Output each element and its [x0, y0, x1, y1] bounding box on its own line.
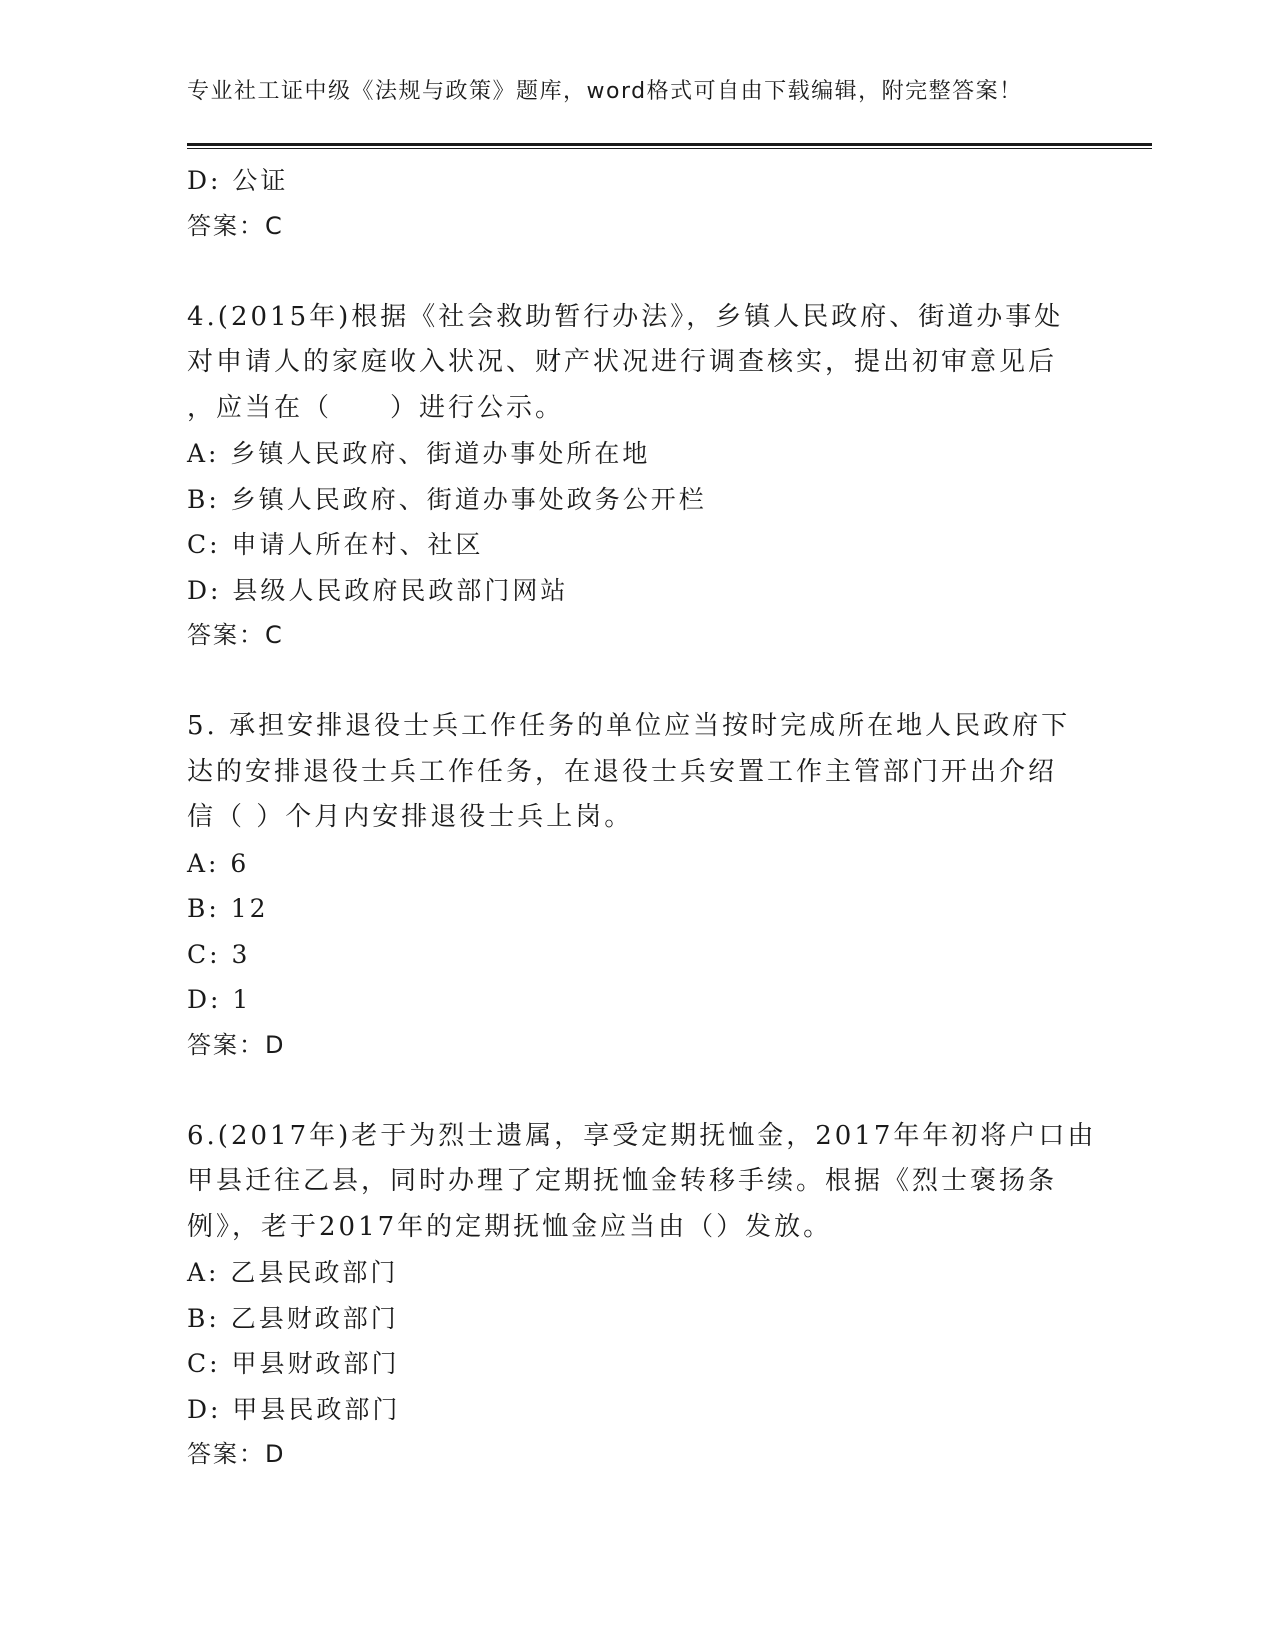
option-a: A: 乡镇人民政府、街道办事处所在地	[187, 439, 651, 468]
question-block	[187, 704, 1077, 1068]
question-text-line: 甲县迁往乙县，同时办理了定期抚恤金转移手续。根据《烈士褒扬条	[187, 1166, 1058, 1196]
question-text-line: 6.(2017年)老于为烈士遗属，享受定期抚恤金，2017年年初将户口由	[187, 1120, 1097, 1151]
question-text-line: 例》，老于2017年的定期抚恤金应当由（）发放。	[187, 1211, 833, 1242]
answer: 答案：C	[187, 621, 284, 649]
question-text-line: 信（ ）个月内安排退役士兵上岗。	[187, 802, 634, 832]
question-content	[187, 158, 1097, 1478]
option-a: A: 6	[187, 848, 250, 878]
question-text-line: 5. 承担安排退役士兵工作任务的单位应当按时完成所在地人民政府下	[187, 711, 1071, 741]
question-block	[187, 1114, 1097, 1478]
option-b: B: 12	[187, 894, 269, 923]
option-d: D: 县级人民政府民政部门网站	[187, 575, 569, 605]
answer: 答案：C	[187, 211, 284, 240]
spacer	[187, 249, 1077, 295]
header-divider-thin	[187, 148, 1152, 149]
option-c: C: 申请人所在村、社区	[187, 530, 484, 559]
option-b: B: 乡镇人民政府、街道办事处政务公开栏	[187, 484, 707, 514]
header-divider	[187, 143, 1152, 146]
spacer	[187, 659, 1077, 705]
option-d: D: 公证	[187, 166, 289, 195]
option-b: B: 乙县财政部门	[187, 1303, 399, 1333]
option-c: C: 甲县财政部门	[187, 1349, 400, 1378]
option-d: D: 甲县民政部门	[187, 1394, 401, 1424]
question-text-line: 对申请人的家庭收入状况、财产状况进行调查核实，提出初审意见后	[187, 347, 1058, 377]
question-text-line: ，应当在（ ）进行公示。	[187, 392, 565, 423]
option-c: C: 3	[187, 939, 251, 969]
question-text-line: 达的安排退役士兵工作任务，在退役士兵安置工作主管部门开出介绍	[187, 756, 1058, 787]
spacer	[187, 1068, 1077, 1114]
question-text-line: 4.(2015年)根据《社会救助暂行办法》，乡镇人民政府、街道办事处	[187, 301, 1064, 332]
answer: 答案：D	[187, 1030, 286, 1059]
answer: 答案：D	[187, 1440, 286, 1468]
question-block	[187, 295, 1077, 659]
option-a: A: 乙县民政部门	[187, 1258, 399, 1287]
page-header: 专业社工证中级《法规与政策》题库，word格式可自由下载编辑，附完整答案！	[187, 79, 1023, 104]
option-d: D: 1	[187, 985, 252, 1014]
